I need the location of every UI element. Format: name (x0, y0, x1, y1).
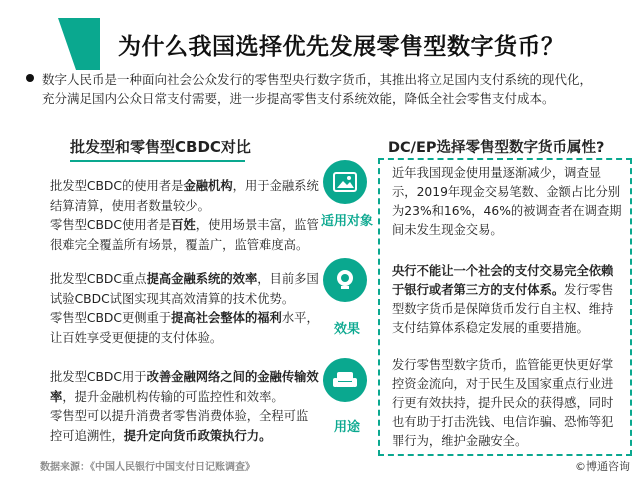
block-text: ，用于金融系统结算清算，使用者数量较少。 (50, 179, 319, 213)
page-title: 为什么我国选择优先发展零售型数字货币？ (118, 34, 565, 60)
credit-text: ©博通咨询 (575, 460, 630, 473)
right-heading: DC/EP选择零售型数字货币属性? (388, 140, 605, 156)
image-icon (323, 160, 367, 204)
block-text: ，目前多国试验CBDC试图实现其高效清算的技术优势。 (50, 272, 319, 306)
right-bold-text: 央行不能让一个社会的支付交易完全依赖于银行或者第三方的支付体系。 (392, 264, 614, 297)
block-bold-text: 提高金融系统的效率 (146, 272, 258, 286)
right-text: 发行零售型数字货币是保障货币发行自主权、维持支付结算体系稳定发展的重要措施。 (392, 283, 614, 335)
comparison-block-effect (50, 270, 320, 348)
title-bar (0, 18, 640, 74)
block-text: 水平，让百姓享受更便捷的支付体验。 (50, 311, 319, 345)
bullet-dot (26, 74, 34, 82)
icon-label-effect: 效果 (333, 322, 360, 337)
intro-paragraph: 数字人民币是一种面向社会公众发行的零售型央行数字货币，其推出将立足国内支付系统的现代化，充分满足国内公众日常支付需要，进一步提高零售支付系统效能，降低全社会零售支付成本。 (42, 72, 593, 106)
left-heading-underline (70, 160, 245, 162)
block-text: ，使用场景丰富，监管很难完全覆盖所有场景，覆盖广，监管难度高。 (50, 218, 319, 252)
block-bold-text: 改善金融网络之间的金融传输效率 (50, 370, 319, 404)
comparison-block-users (50, 177, 320, 255)
icon-label-target: 适用对象 (320, 214, 373, 229)
data-source: 数据来源：《中国人民银行中国支付日记账调查》 (40, 462, 255, 473)
sofa-icon (323, 358, 367, 402)
target-icon (323, 258, 367, 302)
block-text: 批发型CBDC的使用者是 (50, 179, 184, 193)
icon-label-purpose: 用途 (333, 420, 360, 435)
left-heading: 批发型和零售型CBDC对比 (70, 138, 251, 156)
comparison-block-purpose (50, 368, 320, 446)
block-bold-text: 提高社会整体的福利 (171, 311, 282, 325)
block-bold-text: 百姓 (171, 218, 196, 232)
right-paragraph-central-bank (392, 262, 622, 338)
block-text: 批发型CBDC用于 (50, 370, 147, 384)
block-bold-text: 提升定向货币政策执行力。 (123, 428, 272, 443)
block-text: 零售型CBDC更侧重于 (50, 311, 172, 325)
block-text: 零售型CBDC使用者是 (50, 218, 172, 232)
block-text: 零售型可以提升消费者零售消费体验，全程可监控可追溯性， (50, 409, 309, 443)
block-text: ，提升金融机构传输的可监控性和效率。 (62, 389, 284, 404)
block-text: 批发型CBDC重点 (50, 272, 147, 286)
block-bold-text: 金融机构 (183, 179, 233, 193)
right-paragraph-cash: 近年我国现金使用量逐渐减少，调查显示，2019年现金交易笔数、金额占比分别为23%和16%，46%的被调查者在调查期间未发生现金交易。 (392, 166, 622, 237)
right-paragraph-regulation: 发行零售型数字货币，监管能更快更好掌控资金流向，对于民生及国家重点行业进行更有效扶持，提升民众的获得感，同时也有助于打击洗钱、电信诈骗、恐怖等犯罪行为，维护金融安全。 (392, 358, 614, 448)
